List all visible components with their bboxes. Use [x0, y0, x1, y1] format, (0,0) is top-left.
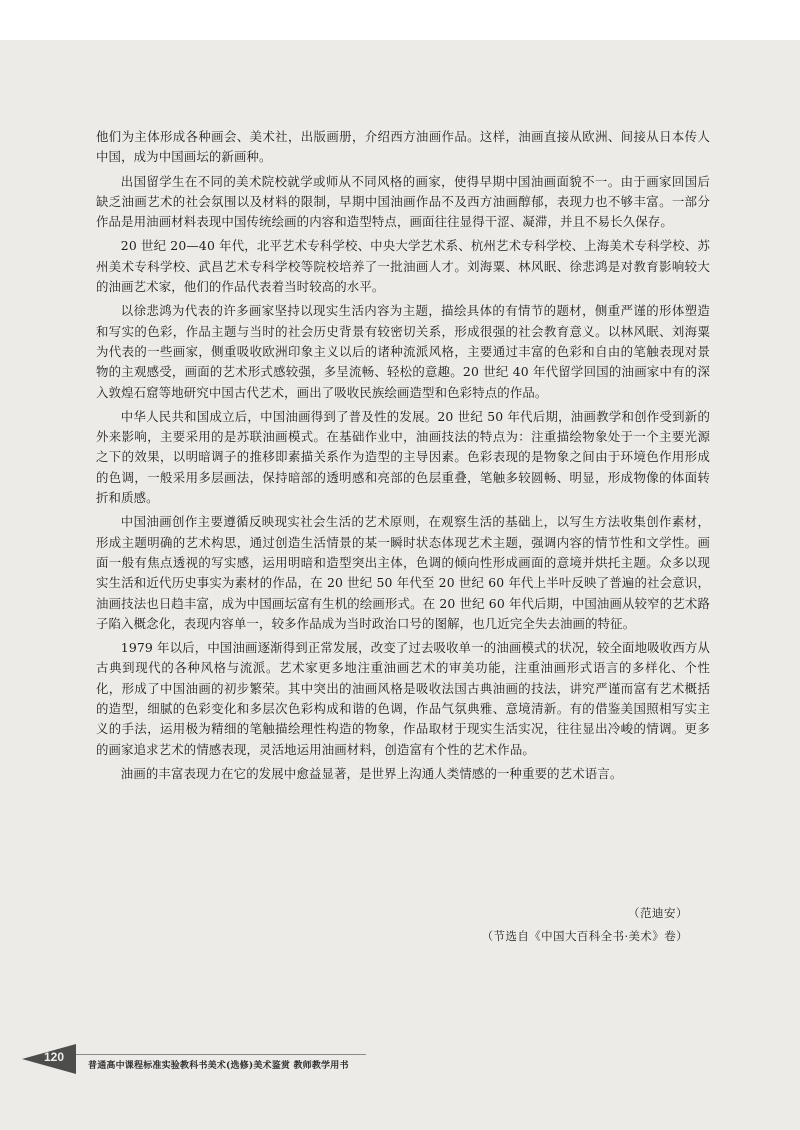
- author-signature: （范迪安）: [628, 906, 688, 920]
- paragraph: 油画的丰富表现力在它的发展中愈益显著，是世界上沟通人类情感的一种重要的艺术语言。: [120, 765, 623, 781]
- book-page: [0, 40, 800, 1130]
- paragraph: 中国油画创作主要遵循反映现实社会生活的艺术原则，在观察生活的基础上，以写生方法收集创作素材，形成主题明确的艺术构思，通过创造生活情景的某一瞬时状态体现艺术主题，强调内容的情节性和文学性。画面一般有焦点透视的写实感，运用明暗和造型突出主体，色调的倾向性形成画面的意境并烘托主题。众多以现实生活和近代历史事实为素材的作品，在 20 世纪 50 年代至 20 世纪 60 年代上半叶反映了普遍的社会意识，油画技法也日趋丰富，成为中国画坛富有生机的绘画形式。在 20 世纪 60 年代后期，中国油画从较窄的艺术路子陷入概念化，表现内容单一，较多作品成为当时政治口号的图解，也几近完全失去油画的特征。: [96, 514, 710, 631]
- paragraph: 以徐悲鸿为代表的许多画家坚持以现实生活内容为主题，描绘具体的有情节的题材，侧重严谨的形体塑造和写实的色彩，作品主题与当时的社会历史背景有较密切关系，形成很强的社会教育意义。以林风眠、刘海粟为代表的一些画家，侧重吸收欧洲印象主义以后的诸种流派风格，主要通过丰富的色彩和自由的笔触表现对景物的主观感受，画面的艺术形式感较强，多呈流畅、轻松的意趣。20 世纪 40 年代留学回国的油画家中有的深入敦煌石窟等地研究中国古代艺术，画出了吸收民族绘画造型和色彩特点的作品。: [96, 303, 710, 400]
- paragraph: 1979 年以后，中国油画逐渐得到正常发展，改变了过去吸收单一的油画模式的状况，较全面地吸收西方从古典到现代的各种风格与流派。艺术家更多地注重油画艺术的审美功能，注重油画形式语言的多样化、个性化，形成了中国油画的初步繁荣。其中突出的油画风格是吸收法国古典油画的技法，讲究严谨而富有艺术概括的造型，细腻的色彩变化和多层次色彩构成和谐的色调，作品气氛典雅、意境清新。有的借鉴美国照相写实主义的手法，运用极为精细的笔触描绘理性构造的物象，作品取材于现实生活实况，往往显出冷峻的情调。更多的画家追求艺术的情感表现，灵活地运用油画材料，创造富有个性的艺术作品。: [96, 640, 710, 757]
- page-number: 120: [44, 1050, 65, 1064]
- paragraph: 他们为主体形成各种画会、美术社，出版画册，介绍西方油画作品。这样，油画直接从欧洲、间接从日本传人中国，成为中国画坛的新画种。: [96, 129, 710, 165]
- paragraph: 中华人民共和国成立后，中国油画得到了普及性的发展。20 世纪 50 年代后期，油画教学和创作受到新的外来影响，主要采用的是苏联油画模式。在基础作业中，油画技法的特点为：注重描绘物象处于一个主要光源之下的效果，以明暗调子的推移即素描关系作为造型的主导因素。色彩表现的是物象之间由于环境色作用形成的色调，一般采用多层画法，保持暗部的透明感和亮部的色层重叠，笔触多较圆畅、明显，形成物像的体面转折和质感。: [96, 408, 710, 506]
- source-citation: （节选自《中国大百科全书·美术》卷）: [481, 929, 688, 943]
- footer-book-title: 普通高中课程标准实验教科书美术(选修)美术鉴赏 教师教学用书: [88, 1061, 349, 1071]
- body-text: [96, 127, 710, 784]
- footer-divider: [76, 1054, 366, 1055]
- paragraph: 20 世纪 20—40 年代，北平艺术专科学校、中央大学艺术系、杭州艺术专科学校、上海美术专科学校、苏州美术专科学校、武昌艺术专科学校等院校培养了一批油画人才。刘海粟、林风眠、徐悲鸿是对教育影响较大的油画艺术家，他们的作品代表着当时较高的水平。: [96, 238, 710, 295]
- paragraph: 出国留学生在不同的美术院校就学或师从不同风格的画家，使得早期中国油画面貌不一。由于画家回国后缺乏油画艺术的社会氛围以及材料的限制，早期中国油画作品不及西方油画醇郁，表现力也不够丰富。一部分作品是用油画材料表现中国传统绘画的内容和造型特点，画面往往显得干涩、凝滞，并且不易长久保存。: [96, 173, 710, 230]
